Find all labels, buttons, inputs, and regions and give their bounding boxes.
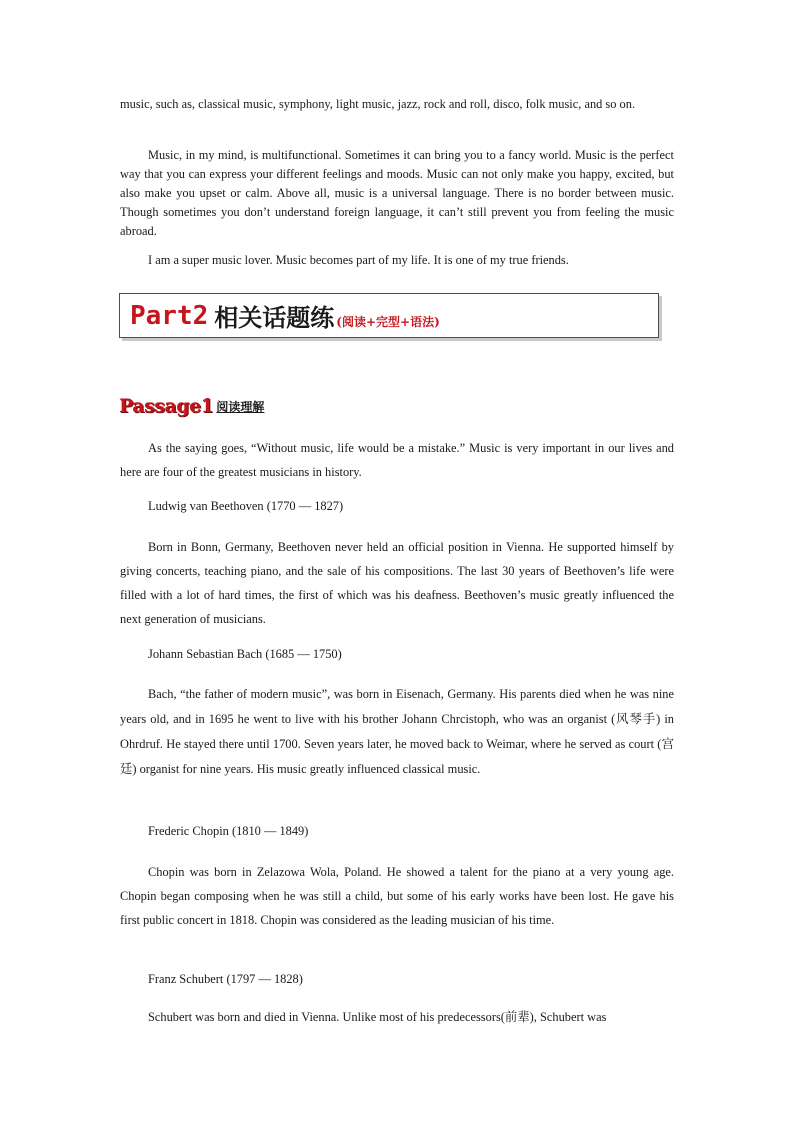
article-paragraph-bach: Bach, “the father of modern music”, was born in Eisenach, Germany. His parents died when he was nine years old, and in 1695 he went to live with his brother Johann Chrcistoph, who was an organist (风琴手) in Ohrdruf. He stayed there until 1700. Seven years later, he moved back to Weimar, where he served as court (宫廷) organist for nine years. His music greatly influenced classical music. xyxy=(120,687,674,776)
bach-heading: Johann Sebastian Bach (1685 — 1750) xyxy=(148,647,342,661)
section-heading-part: Part2 xyxy=(130,300,209,331)
article-paragraph-chopin: Chopin was born in Zelazowa Wola, Poland. He showed a talent for the piano at a very young age. Chopin began composing when he was still a child, but some of his early works have been lost. He gave his first public concert in 1818. Chopin was considered as the leading musician of his time. xyxy=(120,865,674,927)
passage-label: Passage1 xyxy=(119,395,214,417)
schubert-heading: Franz Schubert (1797 — 1828) xyxy=(148,972,303,986)
beethoven-heading: Ludwig van Beethoven (1770 — 1827) xyxy=(148,499,344,513)
article-paragraph-schubert: Schubert was born and died in Vienna. Unlike most of his predecessors(前辈), Schubert was xyxy=(148,1010,607,1024)
section-heading-subtitle: (阅读+完型+语法) xyxy=(336,315,440,329)
article-paragraph-1: As the saying goes, “Without music, life would be a mistake.” Music is very important in our lives and here are four of the greatest musicians in history. xyxy=(120,441,674,479)
passage-subtitle: 阅读理解 xyxy=(216,400,265,414)
intro-paragraph-1: music, such as, classical music, symphony, light music, jazz, rock and roll, disco, folk music, and so on. xyxy=(120,97,636,111)
chopin-heading: Frederic Chopin (1810 — 1849) xyxy=(148,824,309,838)
intro-paragraph-2: Music, in my mind, is multifunctional. Sometimes it can bring you to a fancy world. Music is the perfect way that you can express your different feelings and moods. Music can not only make you happy, excited, but also make you upset or calm. Above all, music is a universal language. There is no border between music. Though sometimes you don’t understand foreign language, it can’t still prevent you from feeling the music abroad. xyxy=(120,148,674,238)
article-paragraph-beethoven: Born in Bonn, Germany, Beethoven never held an official position in Vienna. He supported himself by giving concerts, teaching piano, and the sale of his compositions. The last 30 years of Beethoven’s life were filled with a lot of hard times, the first of which was his deafness. Beethoven’s music greatly influenced the next generation of musicians. xyxy=(120,540,674,626)
section-heading-title: 相关话题练 xyxy=(214,303,335,332)
passage-heading xyxy=(119,395,264,417)
intro-paragraph-3: I am a super music lover. Music becomes part of my life. It is one of my true friends. xyxy=(148,253,569,267)
section-heading xyxy=(119,293,659,338)
